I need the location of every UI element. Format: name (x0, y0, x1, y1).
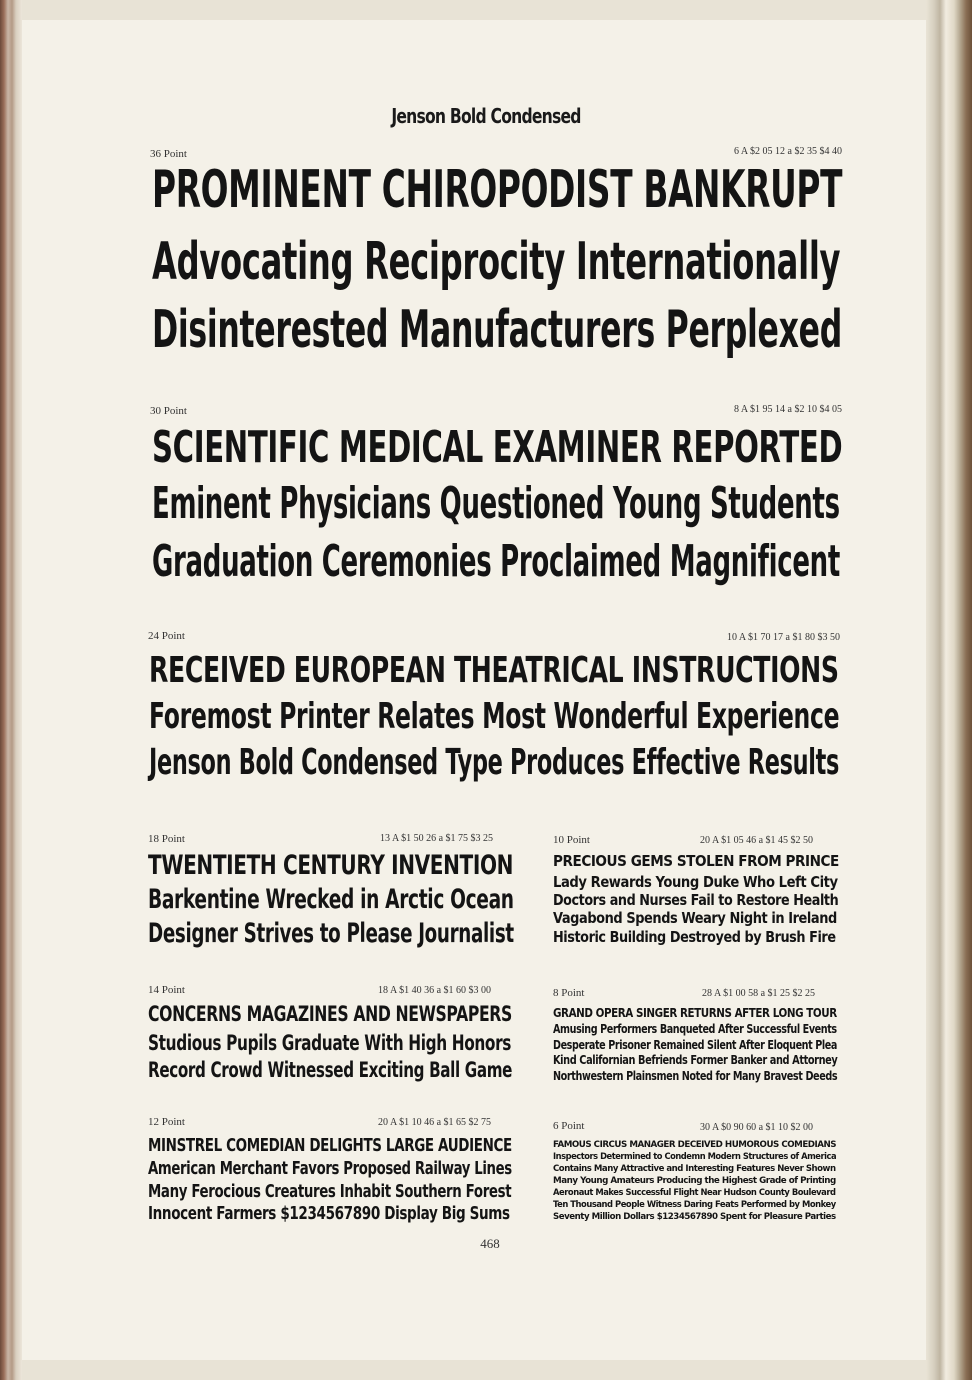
specimen-line: Ten Thousand People Witness Daring Feats Performed by Monkey (553, 1200, 836, 1210)
specimen-line: Seventy Million Dollars $1234567890 Spent for Pleasure Parties (553, 1212, 836, 1222)
specimen-line: Barkentine Wrecked in Arctic Ocean (148, 884, 514, 915)
specimen-line: TWENTIETH CENTURY INVENTION (148, 850, 514, 881)
specimen-line: FAMOUS CIRCUS MANAGER DECEIVED HUMOROUS COMEDIANS (553, 1140, 837, 1150)
price-label: 6 A $2 05 12 a $2 35 $4 40 (733, 146, 842, 157)
specimen-line: Advocating Reciprocity Internationally (152, 232, 841, 292)
specimen-line: Kind Californian Befriends Former Banker and Attorney (553, 1053, 838, 1067)
specimen-line: Foremost Printer Relates Most Wonderful Experience (149, 696, 840, 737)
price-label: 30 A $0 90 60 a $1 10 $2 00 (700, 1122, 814, 1133)
price-label: 10 A $1 70 17 a $1 80 $3 50 (726, 632, 840, 643)
book-binding-left (0, 0, 22, 1380)
point-size-label: 24 Point (148, 630, 185, 642)
price-label: 8 A $1 95 14 a $2 10 $4 05 (733, 404, 842, 415)
specimen-line: Lady Rewards Young Duke Who Left City (553, 873, 838, 891)
specimen-line: Many Young Amateurs Producing the Highest Grade of Printing (553, 1176, 836, 1186)
specimen-line: Desperate Prisoner Remained Silent After Eloquent Plea (553, 1038, 837, 1052)
point-size-label: 8 Point (553, 987, 585, 999)
price-label: 13 A $1 50 26 a $1 75 $3 25 (380, 833, 494, 844)
specimen-line: Designer Strives to Please Journalist (148, 918, 514, 949)
specimen-line: Historic Building Destroyed by Brush Fire (553, 928, 836, 946)
specimen-line: Northwestern Plainsmen Noted for Many Bravest Deeds (553, 1069, 838, 1083)
specimen-line: PRECIOUS GEMS STOLEN FROM PRINCE (553, 852, 839, 870)
specimen-line: Studious Pupils Graduate With High Honors (148, 1031, 512, 1055)
specimen-line: Doctors and Nurses Fail to Restore Health (553, 891, 839, 909)
price-label: 18 A $1 40 36 a $1 60 $3 00 (378, 985, 492, 996)
specimen-line: PROMINENT CHIROPODIST BANKRUPT (152, 160, 843, 220)
specimen-line: Inspectors Determined to Condemn Modern Structures of America (553, 1152, 837, 1162)
specimen-line: Contains Many Attractive and Interesting Features Never Shown (553, 1164, 836, 1174)
specimen-line: SCIENTIFIC MEDICAL EXAMINER REPORTED (152, 422, 843, 473)
specimen-line: Disinterested Manufacturers Perplexed (152, 300, 842, 360)
specimen-line: Jenson Bold Condensed Type Produces Effective Results (149, 742, 840, 783)
book-binding-right (926, 0, 972, 1380)
point-size-label: 30 Point (150, 405, 187, 417)
point-size-label: 10 Point (553, 834, 590, 846)
point-size-label: 14 Point (148, 984, 185, 996)
page-number: 468 (480, 1236, 500, 1251)
specimen-line: Vagabond Spends Weary Night in Ireland (553, 909, 837, 927)
point-size-label: 36 Point (150, 148, 187, 160)
price-label: 28 A $1 00 58 a $1 25 $2 25 (702, 988, 816, 999)
point-size-label: 18 Point (148, 833, 185, 845)
specimen-line: Record Crowd Witnessed Exciting Ball Game (148, 1058, 513, 1082)
price-label: 20 A $1 05 46 a $1 45 $2 50 (700, 835, 814, 846)
point-size-label: 6 Point (553, 1120, 585, 1132)
specimen-line: Amusing Performers Banqueted After Successful Events (553, 1022, 837, 1036)
specimen-line: RECEIVED EUROPEAN THEATRICAL INSTRUCTIONS (149, 650, 839, 691)
price-label: 20 A $1 10 46 a $1 65 $2 75 (378, 1117, 492, 1128)
specimen-line: Eminent Physicians Questioned Young Students (152, 478, 840, 529)
specimen-line: CONCERNS MAGAZINES AND NEWSPAPERS (148, 1002, 512, 1026)
specimen-line: MINSTREL COMEDIAN DELIGHTS LARGE AUDIENCE (148, 1135, 512, 1156)
specimen-line: Graduation Ceremonies Proclaimed Magnificent (152, 536, 841, 587)
page-title: Jenson Bold Condensed (391, 104, 581, 128)
point-size-label: 12 Point (148, 1116, 185, 1128)
specimen-line: Innocent Farmers $1234567890 Display Big Sums (148, 1203, 510, 1224)
specimen-line: GRAND OPERA SINGER RETURNS AFTER LONG TOUR (553, 1006, 837, 1020)
specimen-line: American Merchant Favors Proposed Railway Lines (148, 1158, 512, 1179)
specimen-line: Aeronaut Makes Successful Flight Near Hudson County Boulevard (553, 1188, 836, 1198)
specimen-line: Many Ferocious Creatures Inhabit Southern Forest (148, 1181, 512, 1202)
